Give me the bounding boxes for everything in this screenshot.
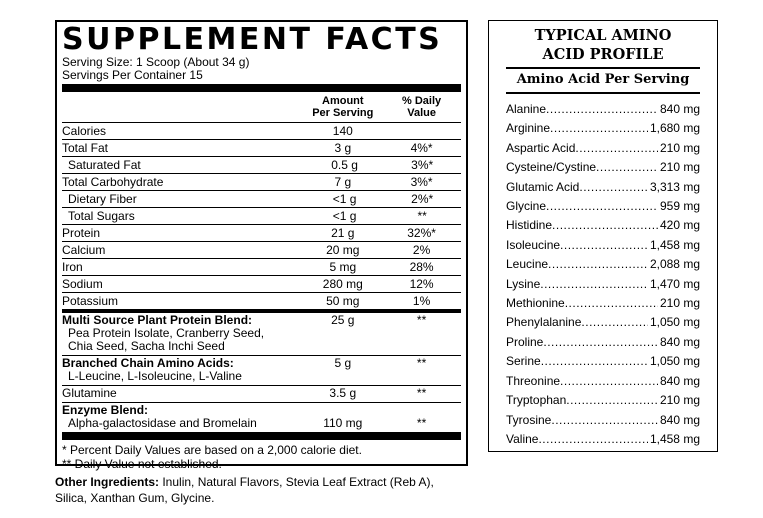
- dot-leader: [581, 313, 648, 332]
- table-row: [62, 258, 461, 275]
- footnote-not-established: ** Daily Value not established.: [62, 457, 222, 471]
- nutrient-amount: 21 g: [331, 226, 355, 240]
- amino-acid-row: [506, 139, 700, 158]
- blend-daily-value: **: [416, 313, 427, 327]
- nutrient-amount: 50 mg: [326, 294, 360, 308]
- amino-acid-name: Methionine: [506, 296, 565, 311]
- amino-acid-name: Histidine: [506, 218, 553, 233]
- nutrient-daily-value: [382, 123, 461, 139]
- blend-rows: [62, 313, 461, 432]
- amino-acid-value: 1,458 mg: [649, 431, 700, 446]
- blend-amount: 110 mg: [323, 416, 363, 430]
- blend-daily-value: **: [416, 386, 427, 400]
- nutrient-daily-value: 4%*: [410, 141, 433, 155]
- supplement-facts-panel: [55, 20, 468, 471]
- amino-acid-row: [506, 372, 700, 391]
- amino-acid-name: Arginine: [506, 121, 551, 136]
- amino-acid-value: 420 mg: [659, 218, 700, 233]
- amino-acid-row: [506, 430, 700, 449]
- dot-leader: [560, 236, 648, 255]
- table-row: [62, 139, 461, 156]
- dot-leader: [552, 216, 658, 235]
- nutrient-name: Total Sugars: [68, 209, 135, 223]
- amino-acid-name: Glycine: [506, 199, 547, 214]
- amino-acid-value: 1,050 mg: [649, 354, 700, 369]
- amino-acid-name: Threonine: [506, 373, 561, 388]
- nutrient-name: Iron: [62, 260, 83, 274]
- nutrient-name: Sodium: [62, 277, 103, 291]
- blend-name-cell: [62, 314, 303, 353]
- nutrient-name: Total Fat: [62, 141, 109, 155]
- table-row: [62, 224, 461, 241]
- other-ingredients: [55, 474, 465, 506]
- amino-acid-name: Lysine: [506, 276, 541, 291]
- amino-acid-name: Alanine: [506, 102, 547, 116]
- nutrient-amount: 5 mg: [329, 260, 357, 274]
- nutrient-name: Potassium: [62, 294, 119, 308]
- nutrient-amount: 280 mg: [322, 277, 363, 291]
- blend-name: Branched Chain Amino Acids:: [62, 356, 234, 370]
- amino-acid-row: [506, 275, 700, 294]
- daily-value-header: % Daily Value: [402, 95, 442, 119]
- amino-acid-value: 840 mg: [659, 412, 700, 427]
- amino-acid-name: Isoleucine: [506, 237, 561, 252]
- dot-leader: [538, 430, 647, 449]
- amino-acid-value: 210 mg: [659, 393, 700, 408]
- amino-acid-row: [506, 119, 700, 138]
- blend-amount: 5 g: [334, 356, 352, 370]
- amino-acid-profile-panel: [488, 20, 718, 452]
- nutrient-name: Protein: [62, 226, 101, 240]
- dot-leader: [543, 333, 658, 352]
- amino-acid-name: Glutamic Acid: [506, 179, 580, 194]
- dot-leader: [551, 411, 658, 430]
- blend-amount: 3.5 g: [329, 386, 357, 400]
- blend-daily-value: **: [416, 356, 427, 370]
- nutrient-name: Total Carbohydrate: [62, 175, 164, 189]
- nutrient-amount: 7 g: [334, 175, 352, 189]
- amino-acid-name: Serine: [506, 354, 541, 369]
- table-row: [62, 241, 461, 258]
- amino-acid-name: Leucine: [506, 257, 549, 272]
- nutrient-daily-value: 32%*: [407, 226, 436, 240]
- nutrient-amount: 20 mg: [326, 243, 360, 257]
- footnotes: [62, 440, 461, 471]
- amino-acid-name: Cysteine/Cystine: [506, 160, 597, 175]
- table-row: [62, 173, 461, 190]
- nutrient-daily-value: **: [417, 209, 427, 223]
- dot-leader: [596, 158, 658, 177]
- blend-name: Multi Source Plant Protein Blend:: [62, 313, 253, 327]
- blend-row: [62, 385, 461, 402]
- nutrient-amount: <1 g: [332, 209, 357, 223]
- supplement-facts-title: SUPPLEMENT FACTS: [62, 22, 443, 57]
- dot-leader: [566, 391, 658, 410]
- nutrient-daily-value: 28%: [409, 260, 434, 274]
- nutrient-name: Dietary Fiber: [68, 192, 137, 206]
- amino-acid-row: [506, 411, 700, 430]
- amount-header: Amount Per Serving: [312, 95, 374, 119]
- table-row: [62, 207, 461, 224]
- amino-acid-value: 1,050 mg: [649, 315, 700, 330]
- dot-leader: [546, 197, 658, 216]
- nutrient-name: Calcium: [62, 243, 106, 257]
- amino-acid-value: 840 mg: [659, 373, 700, 388]
- nutrient-daily-value: 1%: [412, 294, 431, 308]
- dot-leader: [548, 255, 648, 274]
- amino-acid-row: [506, 216, 700, 235]
- amino-acid-name: Tryptophan: [506, 393, 567, 408]
- dot-leader: [560, 372, 658, 391]
- blend-ingredients: L-Leucine, L-Isoleucine, L-Valine: [68, 369, 242, 383]
- table-header: [62, 92, 461, 122]
- nutrient-daily-value: 3%*: [410, 175, 433, 189]
- amino-acid-row: [506, 178, 700, 197]
- table-row: [62, 190, 461, 207]
- dot-leader: [541, 352, 648, 371]
- nutrient-name: Calories: [62, 124, 107, 138]
- blend-row: [62, 313, 461, 355]
- amino-acid-value: 1,458 mg: [649, 237, 700, 252]
- blend-row: [62, 355, 461, 385]
- amino-acid-name: Tyrosine: [506, 412, 552, 427]
- dot-leader: [540, 275, 648, 294]
- blend-ingredients: Chia Seed, Sacha Inchi Seed: [68, 339, 225, 353]
- amino-acid-value: 840 mg: [659, 334, 700, 349]
- nutrient-daily-value: 2%: [412, 243, 431, 257]
- nutrient-amount: 3 g: [334, 141, 352, 155]
- divider-thick-bottom: [62, 432, 461, 440]
- blend-name-cell: [62, 387, 303, 400]
- amino-acid-row: [506, 313, 700, 332]
- blend-daily-value: **: [416, 416, 427, 430]
- nutrient-daily-value: 2%*: [411, 192, 434, 206]
- amino-acid-value: 210 mg: [659, 296, 700, 311]
- nutrient-daily-value: 12%: [409, 277, 434, 291]
- amino-acid-value: 1,680 mg: [649, 121, 700, 136]
- amino-acid-row: [506, 391, 700, 410]
- servings-per-container: Servings Per Container 15: [62, 68, 203, 82]
- nutrient-amount: 0.5 g: [331, 158, 358, 172]
- blend-name: Glutamine: [62, 386, 117, 400]
- nutrient-amount: <1 g: [332, 192, 357, 206]
- amino-acid-row: [506, 158, 700, 177]
- amino-acid-row: [506, 100, 700, 119]
- blend-name: Enzyme Blend:: [62, 403, 149, 417]
- table-row: [62, 156, 461, 173]
- divider-thick: [62, 84, 461, 92]
- table-row: [62, 122, 461, 139]
- amino-profile-title: TYPICAL AMINO ACID PROFILE: [534, 27, 672, 63]
- footnote-percent-dv: * Percent Daily Values are based on a 2,000 calorie diet.: [62, 443, 362, 457]
- amino-acid-value: 959 mg: [659, 199, 700, 214]
- amino-acid-value: 2,088 mg: [649, 257, 700, 272]
- amino-acid-list: [506, 100, 700, 449]
- blend-name-cell: [62, 404, 303, 430]
- amino-acid-row: [506, 197, 700, 216]
- dot-leader: [579, 178, 648, 197]
- amino-acid-name: Phenylalanine: [506, 315, 582, 330]
- amino-acid-value: 210 mg: [659, 160, 700, 175]
- amino-acid-name: Aspartic Acid: [506, 140, 576, 155]
- amino-acid-name: Valine: [506, 431, 539, 446]
- other-ingredients-text: Inulin, Natural Flavors, Stevia Leaf Extract (Reb A), Silica, Xanthan Gum, Glycine.: [55, 475, 434, 505]
- other-ingredients-label: Other Ingredients:: [55, 475, 160, 489]
- table-row: [62, 275, 461, 292]
- nutrient-daily-value: 3%*: [411, 158, 434, 172]
- nutrient-name: Saturated Fat: [68, 158, 141, 172]
- amino-acid-name: Proline: [506, 334, 544, 349]
- amino-acid-value: 3,313 mg: [649, 179, 700, 194]
- nutrient-amount: 140: [332, 124, 353, 138]
- amino-acid-row: [506, 333, 700, 352]
- dot-leader: [575, 139, 658, 158]
- amino-acid-row: [506, 236, 700, 255]
- amino-acid-row: [506, 294, 700, 313]
- amino-acid-value: 210 mg: [659, 140, 700, 155]
- amino-acid-row: [506, 255, 700, 274]
- amino-profile-subtitle: Amino Acid Per Serving: [506, 67, 700, 94]
- amino-acid-row: [506, 352, 700, 371]
- dot-leader: [550, 119, 648, 138]
- nutrient-rows: [62, 122, 461, 309]
- amino-acid-value: 1,470 mg: [649, 276, 700, 291]
- blend-ingredients: Pea Protein Isolate, Cranberry Seed,: [68, 326, 265, 340]
- dot-leader: [565, 294, 658, 313]
- blend-name-cell: [62, 357, 303, 383]
- blend-ingredients: Alpha-galactosidase and Bromelain: [68, 416, 257, 430]
- amino-acid-value: 840 mg: [659, 102, 700, 116]
- serving-size: Serving Size: 1 Scoop (About 34 g): [62, 55, 250, 69]
- blend-row: [62, 402, 461, 432]
- table-row: [62, 292, 461, 309]
- dot-leader: [546, 100, 658, 119]
- blend-amount: 25 g: [331, 313, 355, 327]
